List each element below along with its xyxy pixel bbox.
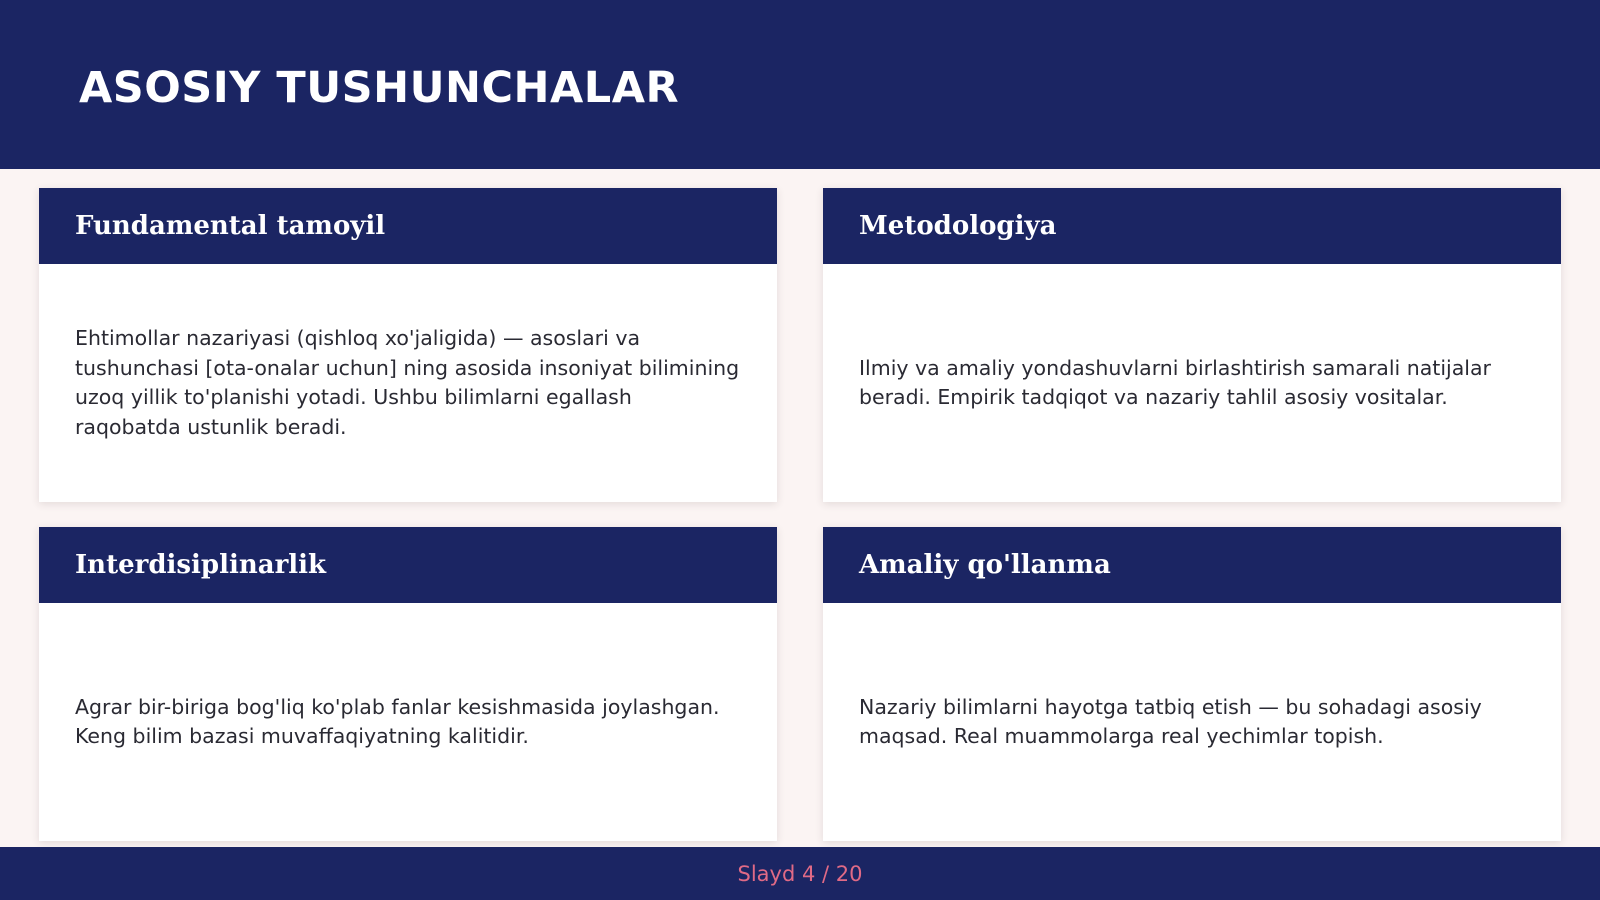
card-title: Amaliy qo'llanma (859, 550, 1111, 580)
card-header (823, 188, 1561, 264)
concept-card-fundamental (39, 188, 777, 502)
card-title: Fundamental tamoyil (75, 211, 386, 241)
concept-card-methodology (823, 188, 1561, 502)
concept-card-interdisciplinarity (39, 527, 777, 841)
card-title: Metodologiya (859, 211, 1057, 241)
card-text: Ilmiy va amaliy yondashuvlarni birlashtirish samarali natijalar beradi. Empirik tadqiqot va nazariy tahlil asosiy vositalar. (859, 355, 1491, 409)
card-text: Agrar bir-biriga bog'liq ko'plab fanlar kesishmasida joylashgan. Keng bilim bazasi muvaffaqiyatning kalitidir. (75, 694, 720, 748)
card-header (39, 188, 777, 264)
card-body (39, 603, 777, 841)
slide-footer (0, 847, 1600, 900)
card-body (39, 264, 777, 502)
card-text: Nazariy bilimlarni hayotga tatbiq etish — bu sohadagi asosiy maqsad. Real muammolarga real yechimlar topish. (859, 694, 1482, 748)
slide-counter: Slayd 4 / 20 (737, 861, 863, 886)
card-header (39, 527, 777, 603)
card-text: Ehtimollar nazariyasi (qishloq xo'jaligida) — asoslari va tushunchasi [ota-onalar uchun] ning asosida insoniyat bilimining uzoq yillik to'planishi yotadi. Ushbu bilimlarni egallash raqobatda ustunlik beradi. (75, 326, 740, 439)
card-header (823, 527, 1561, 603)
card-body (823, 603, 1561, 841)
card-title: Interdisiplinarlik (75, 550, 327, 580)
slide-header (0, 0, 1600, 169)
concept-card-practical-guide (823, 527, 1561, 841)
card-body (823, 264, 1561, 502)
slide-title: ASOSIY TUSHUNCHALAR (79, 63, 680, 113)
